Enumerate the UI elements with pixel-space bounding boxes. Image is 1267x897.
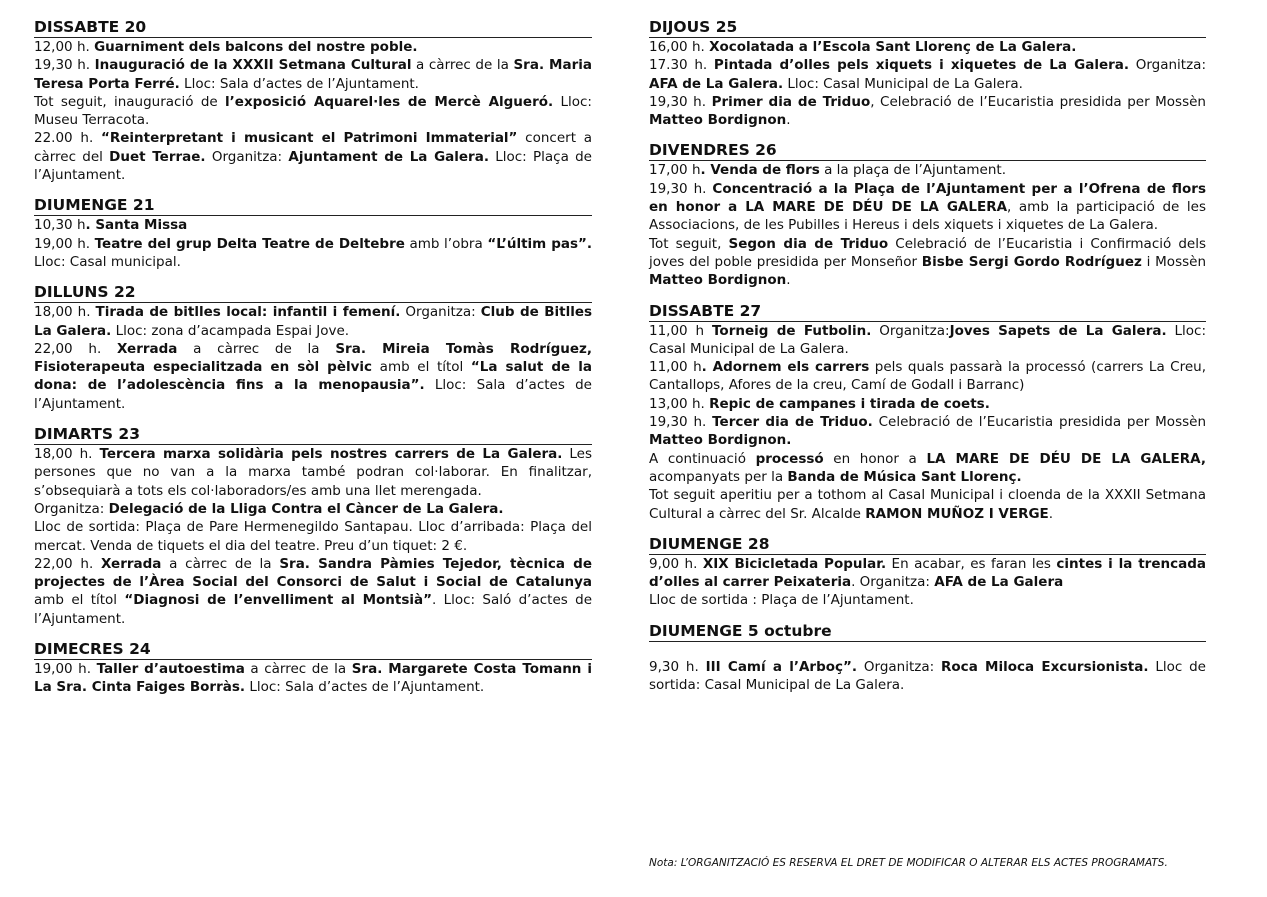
day-heading: DIMECRES 24: [34, 640, 592, 660]
event-text-bold: Tirada de bitlles local: infantil i femení.: [95, 304, 401, 321]
day-section: [649, 622, 1206, 695]
event-item: [649, 38, 1206, 56]
event-item: [649, 93, 1206, 130]
event-text: Organitza:: [34, 500, 109, 517]
event-item: [649, 322, 1206, 359]
day-section: [34, 283, 592, 413]
event-text: 16,00 h.: [649, 39, 710, 55]
day-heading: DIJOUS 25: [649, 18, 1206, 38]
event-text: Les persones que no van a la marxa també podran col·laborar. En finalitzar, s’obsequiarà a tots els col·laboradors/es amb una llet merengada.: [34, 446, 592, 499]
event-item: [649, 450, 1206, 487]
event-text: Organitza:: [400, 304, 481, 321]
event-text: i Mossèn: [1141, 253, 1206, 270]
event-text: acompanyats per la: [649, 468, 788, 485]
left-column: [34, 18, 592, 709]
event-text: pels quals passarà la processó (carrers La Creu, Cantallops, Afores de la creu, Camí de Godall i Barranc): [649, 359, 1206, 394]
event-item: [649, 658, 1206, 695]
event-text-bold: Sra. Maria Teresa Porta Ferré.: [34, 57, 592, 92]
event-item: [34, 555, 592, 628]
event-text: .: [786, 112, 791, 129]
event-text: A continuació: [649, 450, 756, 467]
event-text: en honor a: [823, 450, 927, 467]
event-item: [34, 38, 592, 56]
event-text: Lloc: Casal Municipal de La Galera.: [783, 75, 1023, 92]
event-text-bold: Matteo Bordignon: [649, 112, 787, 129]
event-text-bold: Sra. Sandra Pàmies Tejedor, tècnica de projectes de l’Àrea Social del Consorci de Salut i Social de Catalunya: [34, 555, 592, 591]
event-text: Lloc: Casal municipal.: [34, 253, 181, 270]
event-item: [34, 340, 592, 413]
event-text: , amb la participació de les Associacions, de les Pubilles i Hereus i dels xiquets i xiquetes de La Galera.: [649, 199, 1206, 234]
event-text: Lloc: Sala d’actes de l’Ajuntament.: [179, 75, 419, 92]
event-text: amb l’obra: [404, 235, 488, 252]
event-text-bold: Tercer dia de Triduo.: [712, 414, 873, 431]
event-text: Tot seguit,: [649, 235, 729, 252]
day-section: [649, 302, 1206, 523]
event-item: [649, 395, 1206, 413]
event-text-bold: Primer dia de Triduo: [711, 93, 871, 110]
event-text: 17,00 h: [649, 162, 701, 179]
day-heading: DIVENDRES 26: [649, 141, 1206, 161]
event-text: 9,00 h.: [649, 555, 703, 572]
event-text: Organitza:: [857, 658, 942, 675]
event-text: a la plaça de l’Ajuntament.: [819, 162, 1006, 179]
event-text: Tot seguit aperitiu per a tothom al Casal Municipal i cloenda de la XXXII Setmana Cultural a càrrec del Sr. Alcalde: [649, 487, 1206, 522]
day-section: [649, 535, 1206, 610]
event-text: Lloc: Casal Municipal de La Galera.: [649, 322, 1207, 357]
event-text: En acabar, es faran les: [886, 555, 1057, 572]
event-text-bold: Sra. Margarete Costa Tomann i La Sra. Cinta Faiges Borràs.: [34, 661, 592, 696]
event-text: .: [1048, 505, 1054, 522]
event-text: 9,30 h.: [649, 658, 706, 675]
event-item: [649, 235, 1206, 290]
event-text: 19,30 h.: [34, 57, 95, 74]
event-text-bold: Pintada d’olles pels xiquets i xiquetes de La Galera.: [713, 57, 1129, 74]
event-item: [34, 500, 592, 518]
event-text: 13,00 h.: [649, 395, 710, 412]
event-text-bold: Duet Terrae.: [109, 148, 206, 165]
event-text: 11,00 h: [649, 359, 702, 376]
event-text-bold: Delegació de la Lliga Contra el Càncer de La Galera.: [108, 500, 504, 517]
event-text-bold: Joves Sapets de La Galera.: [949, 322, 1167, 339]
event-text: Lloc: Sala d’actes de l’Ajuntament.: [34, 377, 592, 412]
event-text-bold: AFA de La Galera.: [649, 75, 784, 92]
event-item: [34, 660, 592, 697]
event-item: [34, 216, 592, 234]
event-text-bold: Segon dia de Triduo: [728, 235, 889, 252]
event-text: Celebració de l’Eucaristia presidida per Mossèn: [872, 414, 1206, 431]
event-text-bold: cintes i la trencada d’olles al carrer Peixateria: [649, 555, 1206, 591]
event-text: 17.30 h.: [649, 57, 714, 74]
event-text: Organitza:: [205, 148, 289, 165]
event-text-bold: Taller d’autoestima: [96, 661, 245, 678]
event-text: a càrrec de la: [161, 555, 280, 572]
event-text: .: [786, 272, 791, 289]
event-text-bold: Ajuntament de La Galera.: [288, 148, 489, 165]
event-text-bold: Sra. Mireia Tomàs Rodríguez, Fisioterapeuta especialitzada en sòl pèlvic: [34, 340, 592, 376]
event-text-bold: Bisbe Sergi Gordo Rodríguez: [921, 253, 1142, 270]
event-text: amb el títol: [34, 592, 125, 609]
day-section: [34, 425, 592, 628]
event-text-bold: Guarniment dels balcons del nostre poble.: [94, 39, 418, 55]
event-text-bold: Roca Miloca Excursionista.: [941, 658, 1149, 675]
event-item: [649, 555, 1206, 592]
event-text: . Organitza:: [851, 574, 935, 591]
event-text: Lloc: Plaça de l’Ajuntament.: [34, 148, 592, 184]
event-text: 10,30 h: [34, 217, 86, 234]
event-text: Lloc de sortida : Plaça de l’Ajuntament.: [649, 592, 914, 609]
event-text-bold: “Diagnosi de l’envelliment al Montsià”: [124, 592, 432, 609]
event-text: 19,30 h.: [649, 180, 713, 197]
event-text: Lloc: zona d’acampada Espai Jove.: [111, 322, 350, 339]
event-text: 19,30 h.: [649, 93, 712, 110]
organization-note: Nota: L’ORGANITZACIÓ ES RESERVA EL DRET DE MODIFICAR O ALTERAR ELS ACTES PROGRAMATS.: [649, 857, 1168, 869]
event-text-bold: l’exposició Aquarel·les de Mercè Algueró.: [225, 93, 554, 110]
event-text: 22,00 h.: [34, 555, 101, 572]
day-heading: DIUMENGE 28: [649, 535, 1206, 555]
event-item: [34, 445, 592, 500]
event-text: , Celebració de l’Eucaristia presidida per Mossèn: [870, 93, 1206, 110]
event-item: [649, 486, 1206, 523]
event-item: [649, 591, 1206, 609]
event-text: a càrrec de la: [244, 661, 352, 678]
event-text-bold: Matteo Bordignon: [649, 272, 787, 289]
event-text: Lloc: Museu Terracota.: [34, 93, 592, 129]
event-text-bold: “L’últim pas”.: [487, 235, 593, 252]
day-section: [34, 18, 592, 184]
event-text-bold: Inauguració de la: [94, 57, 233, 74]
event-text-bold: . Adornem els carrers: [701, 359, 870, 376]
event-text-bold: . Santa Missa: [85, 217, 188, 234]
event-text: amb el títol: [372, 359, 471, 376]
event-text: 22.00 h.: [34, 130, 101, 147]
event-text-bold: “Reinterpretant i musicant el Patrimoni Immaterial”: [100, 130, 518, 147]
event-text: a càrrec de la: [177, 340, 336, 357]
event-item: [649, 180, 1206, 235]
day-heading: DISSABTE 27: [649, 302, 1206, 322]
event-text: 19,30 h.: [649, 414, 713, 431]
event-text: Organitza:: [1129, 57, 1206, 74]
event-item: [649, 56, 1206, 93]
event-text: Tot seguit, inauguració de: [34, 93, 226, 110]
event-item: [34, 93, 592, 130]
event-text-bold: RAMON MUÑOZ I VERGE: [865, 505, 1049, 522]
event-item: [649, 161, 1206, 179]
day-section: [649, 141, 1206, 289]
event-text-bold: XIX Bicicletada Popular.: [702, 555, 887, 572]
event-text-bold: LA MARE DE DÉU DE LA GALERA,: [926, 450, 1207, 467]
event-text-bold: . Venda de flors: [700, 162, 820, 179]
event-text: 11,00 h: [649, 322, 712, 339]
event-item: [649, 358, 1206, 395]
event-text-bold: Matteo Bordignon.: [649, 432, 792, 449]
event-item: [34, 518, 592, 555]
event-item: [34, 235, 592, 272]
event-text-bold: Repic de campanes i tirada de coets.: [709, 395, 990, 412]
event-text: 19,00 h.: [34, 661, 97, 678]
day-section: [34, 640, 592, 697]
day-heading: DISSABTE 20: [34, 18, 592, 38]
event-item: [649, 413, 1206, 450]
day-heading: DILLUNS 22: [34, 283, 592, 303]
event-text: 22,00 h.: [34, 340, 117, 357]
event-text-bold: Teatre del grup Delta Teatre de Deltebre: [94, 235, 405, 252]
event-text: Celebració de l’Eucaristia i Confirmació dels joves del poble presidida per Monseñor: [649, 235, 1206, 270]
event-text: 18,00 h.: [34, 446, 100, 463]
event-item: [34, 129, 592, 184]
event-text-bold: AFA de La Galera: [934, 574, 1064, 591]
right-column: [649, 18, 1206, 706]
day-heading: DIUMENGE 21: [34, 196, 592, 216]
event-text-bold: Club de Bitlles La Galera.: [34, 304, 593, 339]
event-item: [34, 56, 592, 93]
event-text: Lloc de sortida: Plaça de Pare Hermenegildo Santapau. Lloc d’arribada: Plaça del mercat. Venda de tiquets el dia del teatre. Preu d’un tiquet: 2 €.: [34, 519, 592, 554]
event-text-bold: “La salut de la dona: de l’adolescència fins a la menopausia”.: [34, 359, 592, 394]
event-text-bold: Xerrada: [101, 555, 162, 572]
event-text: Lloc de sortida: Casal Municipal de La Galera.: [649, 658, 1206, 694]
day-heading: DIMARTS 23: [34, 425, 592, 445]
event-text-bold: Concentració a la Plaça de l’Ajuntament per a l’Ofrena de flors en honor a LA MARE DE DÉU DE LA GALERA: [649, 180, 1207, 216]
event-text-bold: XXXII Setmana Cultural: [232, 57, 412, 74]
event-text-bold: Torneig de Futbolin.: [712, 322, 872, 339]
event-text: Lloc: Sala d’actes de l’Ajuntament.: [245, 679, 485, 696]
event-text: 19,00 h.: [34, 235, 95, 252]
event-text: 18,00 h.: [34, 304, 96, 321]
event-text-bold: Xocolatada a l’Escola Sant Llorenç de La Galera.: [709, 39, 1077, 55]
event-text: 12,00 h.: [34, 39, 95, 55]
event-item: [34, 303, 592, 340]
event-text-bold: III Camí a l’Arboç”.: [705, 658, 858, 675]
day-heading: DIUMENGE 5 octubre: [649, 622, 1206, 642]
event-text: . Lloc: Saló d’actes de l’Ajuntament.: [34, 592, 593, 627]
event-text-bold: Banda de Música Sant Llorenç.: [787, 468, 1022, 485]
event-text: concert a càrrec del: [34, 130, 593, 165]
event-text: Organitza:: [871, 322, 950, 339]
event-text-bold: Xerrada: [117, 340, 178, 357]
day-section: [649, 18, 1206, 129]
event-text: a càrrec de la: [411, 57, 514, 74]
event-text-bold: Tercera marxa solidària pels nostres carrers de La Galera.: [99, 446, 563, 463]
event-text-bold: processó: [755, 450, 824, 467]
day-section: [34, 196, 592, 271]
